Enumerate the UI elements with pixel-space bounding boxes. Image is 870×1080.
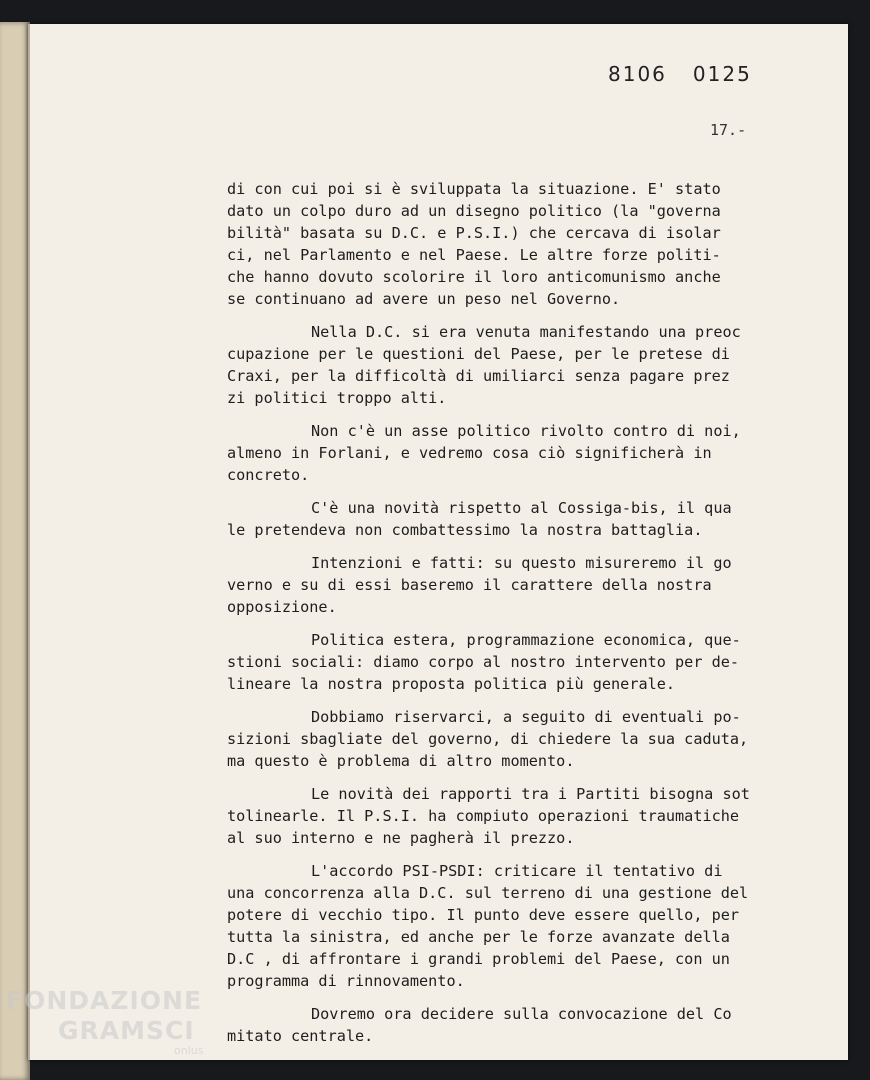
text-line: verno e su di essi baseremo il carattere della nostra <box>227 576 712 594</box>
paragraph <box>227 552 827 618</box>
text-line: stioni sociali: diamo corpo al nostro intervento per de- <box>227 653 740 671</box>
text-line: bilità" basata su D.C. e P.S.I.) che cercava di isolar <box>227 224 721 242</box>
text-line: Nella D.C. si era venuta manifestando una preoc <box>311 323 741 341</box>
text-line: potere di vecchio tipo. Il punto deve essere quello, per <box>227 906 740 924</box>
text-line: Non c'è un asse politico rivolto contro di noi, <box>311 422 741 440</box>
text-line: le pretendeva non combattessimo la nostra battaglia. <box>227 521 703 539</box>
text-line: Craxi, per la difficoltà di umiliarci senza pagare prez <box>227 367 730 385</box>
paragraph <box>227 706 827 772</box>
watermark-line-1: FONDAZIONE <box>6 986 203 1015</box>
paragraph <box>227 629 827 695</box>
fondazione-gramsci-watermark <box>6 986 236 1056</box>
paragraph <box>227 497 827 541</box>
text-line: di con cui poi si è sviluppata la situazione. E' stato <box>227 180 721 198</box>
typewritten-body <box>227 178 827 1058</box>
paragraph <box>227 178 827 310</box>
text-line: zi politici troppo alti. <box>227 389 447 407</box>
watermark-line-2: GRAMSCI <box>58 1016 195 1045</box>
text-line: opposizione. <box>227 598 337 616</box>
text-line: concreto. <box>227 466 310 484</box>
document-page <box>28 24 848 1060</box>
text-line: tolinearle. Il P.S.I. ha compiuto operazioni traumatiche <box>227 807 740 825</box>
text-line: Dovremo ora decidere sulla convocazione del Co <box>311 1005 732 1023</box>
text-line: sizioni sbagliate del governo, di chiedere la sua caduta, <box>227 730 749 748</box>
text-line: mitato centrale. <box>227 1027 374 1045</box>
archive-code <box>608 62 752 86</box>
archive-code-left: 8106 <box>608 62 667 86</box>
paragraph <box>227 420 827 486</box>
text-line: che hanno dovuto scolorire il loro anticomunismo anche <box>227 268 721 286</box>
paragraph <box>227 860 827 992</box>
text-line: ci, nel Parlamento e nel Paese. Le altre forze politi- <box>227 246 721 264</box>
paragraph <box>227 321 827 409</box>
text-line: lineare la nostra proposta politica più generale. <box>227 675 676 693</box>
page-number: 17.- <box>710 121 747 139</box>
text-line: Politica estera, programmazione economica, que- <box>311 631 741 649</box>
text-line: almeno in Forlani, e vedremo cosa ciò significherà in <box>227 444 712 462</box>
text-line: programma di rinnovamento. <box>227 972 465 990</box>
text-line: cupazione per le questioni del Paese, per le pretese di <box>227 345 730 363</box>
facing-page-edge <box>0 22 30 1080</box>
text-line: al suo interno e ne pagherà il prezzo. <box>227 829 575 847</box>
text-line: se continuano ad avere un peso nel Governo. <box>227 290 621 308</box>
watermark-line-3: onlus <box>174 1044 204 1057</box>
paragraph <box>227 783 827 849</box>
text-line: tutta la sinistra, ed anche per le forze avanzate della <box>227 928 730 946</box>
text-line: Dobbiamo riservarci, a seguito di eventuali po- <box>311 708 741 726</box>
text-line: Le novità dei rapporti tra i Partiti bisogna sot <box>311 785 750 803</box>
text-line: C'è una novità rispetto al Cossiga-bis, il qua <box>311 499 732 517</box>
archive-code-right: 0125 <box>692 62 752 86</box>
text-line: una concorrenza alla D.C. sul terreno di una gestione del <box>227 884 749 902</box>
text-line: L'accordo PSI-PSDI: criticare il tentativo di <box>311 862 723 880</box>
text-line: ma questo è problema di altro momento. <box>227 752 575 770</box>
text-line: dato un colpo duro ad un disegno politico (la "governa <box>227 202 721 220</box>
text-line: Intenzioni e fatti: su questo misureremo il go <box>311 554 732 572</box>
paragraph <box>227 1003 827 1047</box>
text-line: D.C , di affrontare i grandi problemi del Paese, con un <box>227 950 730 968</box>
